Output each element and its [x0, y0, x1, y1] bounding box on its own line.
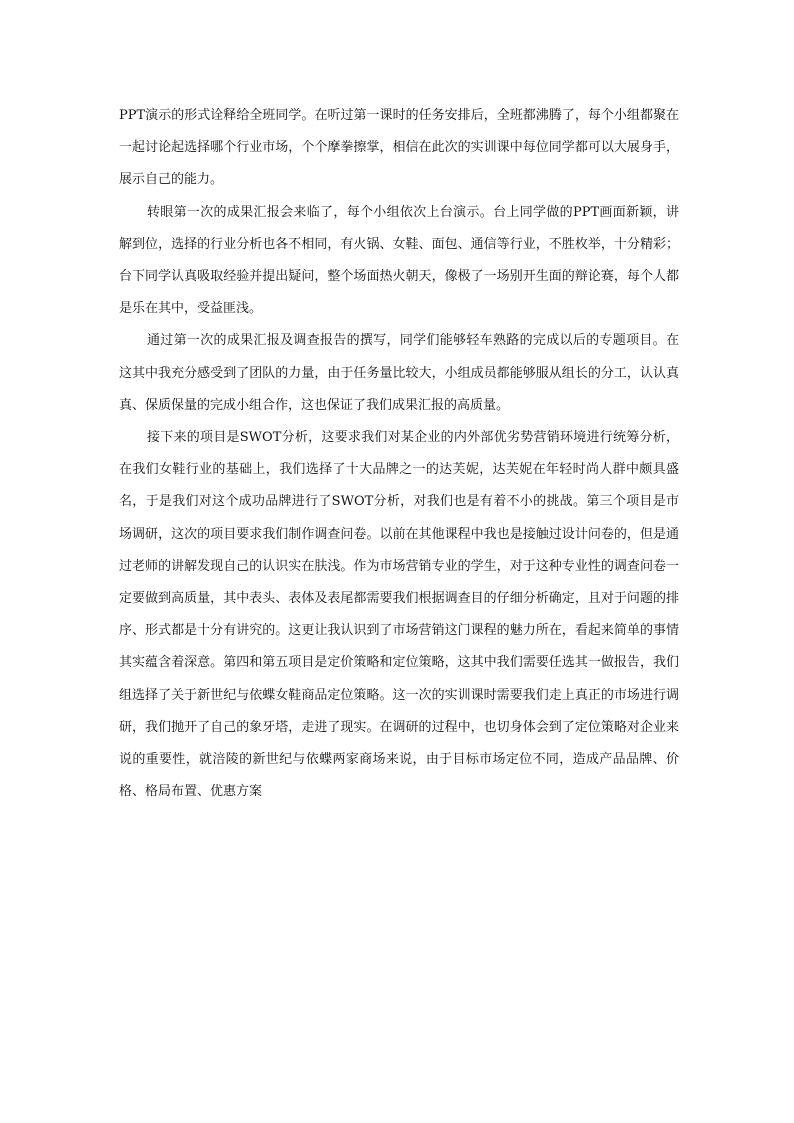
paragraph-1: PPT演示的形式诠释给全班同学。在听过第一课时的任务安排后，全班都沸腾了，每个小组都聚在一起讨论起选择哪个行业市场，个个摩拳擦掌，相信在此次的实训课中每位同学都可以大展身手，展示自己的能力。: [119, 108, 679, 188]
paragraph-3: 通过第一次的成果汇报及调查报告的撰写，同学们能够轻车熟路的完成以后的专题项目。在这其中我充分感受到了团队的力量，由于任务量比较大，小组成员都能够服从组长的分工，认认真真、保质保量的完成小组合作，这也保证了我们成果汇报的高质量。: [119, 333, 679, 413]
paragraph-2: 转眼第一次的成果汇报会来临了，每个小组依次上台演示。台上同学做的PPT画面新颖，讲解到位，选择的行业分析也各不相同，有火锅、女鞋、面包、通信等行业，不胜枚举，十分精彩；台下同学认真吸取经验并提出疑问，整个场面热火朝天，像极了一场别开生面的辩论赛，每个人都是乐在其中，受益匪浅。: [119, 204, 679, 317]
paragraph-4: 接下来的项目是SWOT分析，这要求我们对某企业的内外部优劣势营销环境进行统筹分析，在我们女鞋行业的基础上，我们选择了十大品牌之一的达芙妮，达芙妮在年轻时尚人群中颇具盛名，于是我们对这个成功品牌进行了SWOT分析，对我们也是有着不小的挑战。第三个项目是市场调研，这次的项目要求我们制作调查问卷。以前在其他课程中我也是接触过设计问卷的，但是通过老师的讲解发现自己的认识实在肤浅。作为市场营销专业的学生，对于这种专业性的调查问卷一定要做到高质量，其中表头、表体及表尾都需要我们根据调查目的仔细分析确定，且对于问题的排序、形式都是十分有讲究的。这更让我认识到了市场营销这门课程的魅力所在，看起来简单的事情其实蕴含着深意。第四和第五项目是定价策略和定位策略，这其中我们需要任选其一做报告，我们组选择了关于新世纪与依蝶女鞋商品定位策略。这一次的实训课时需要我们走上真正的市场进行调研，我们抛开了自己的象牙塔，走进了现实。在调研的过程中，也切身体会到了定位策略对企业来说的重要性，就涪陵的新世纪与依蝶两家商场来说，由于目标市场定位不同，造成产品品牌、价格、格局布置、优惠方案: [119, 430, 679, 800]
document-body: [119, 100, 679, 808]
